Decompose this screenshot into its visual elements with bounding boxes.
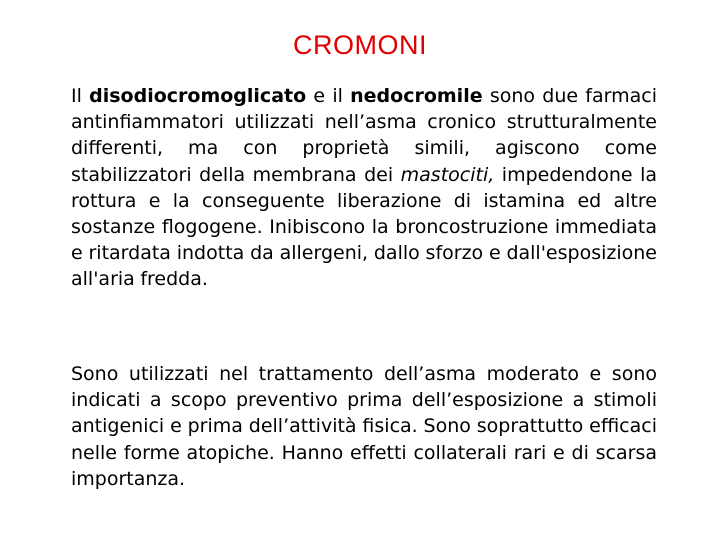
slide-title: CROMONI — [293, 30, 427, 60]
text-segment: impedendone la rottura e la conseguente liberazione di istamina ed altre sostanze flogogene. Inibiscono la broncostruzione immediata e ritardata indotta da allergeni, dallo sforzo e dall'esposizione all'aria fredda. — [71, 163, 658, 291]
text-segment: Il — [71, 85, 90, 107]
paragraph-mechanism — [71, 83, 657, 293]
text-segment: e il — [306, 85, 351, 107]
term-mastociti: mastociti, — [400, 163, 495, 186]
text-segment: sono due farmaci antinfiammatori utilizzati nell’asma cronico strutturalmente differenti, ma con proprietà simili, agiscono come stabilizzatori della membrana dei — [71, 85, 657, 186]
drug-name-disodiocromoglicato: disodiocromoglicato — [89, 85, 307, 107]
drug-name-nedocromile: nedocromile — [350, 85, 483, 107]
paragraph-usage: Sono utilizzati nel trattamento dell’asma moderato e sono indicati a scopo preventivo prima dell’esposizione a stimoli antigenici e prima dell’attività fisica. Sono soprattutto efficaci nelle forme atopiche. Hanno effetti collaterali rari e di scarsa importanza. — [71, 363, 657, 490]
